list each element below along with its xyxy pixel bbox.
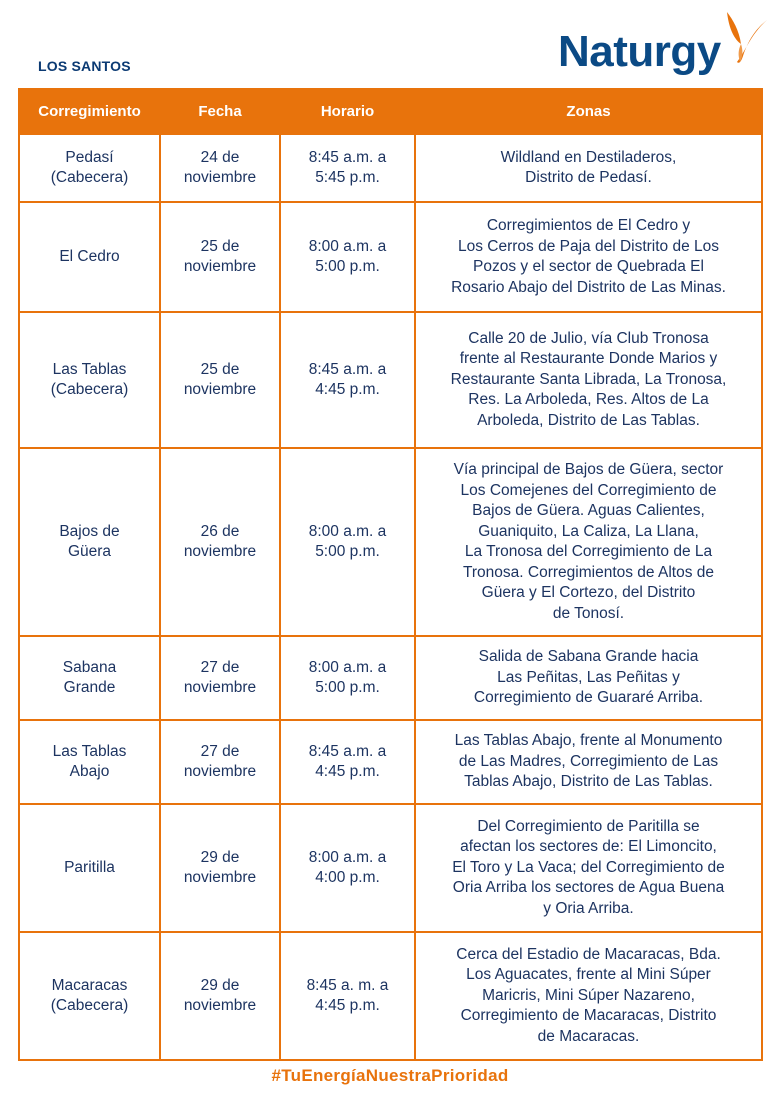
cell-horario-line: 5:00 p.m. — [315, 679, 380, 696]
cell-fecha-line: 24 de — [200, 148, 240, 166]
cell-zonas-line: Oria Arriba los sectores de Agua Buena — [452, 879, 725, 897]
cell-fecha-line: noviembre — [183, 997, 257, 1014]
cell-horario — [280, 202, 415, 312]
cell-zonas-line: Güera y El Cortezo, del Distrito — [481, 584, 696, 601]
cell-zonas-line: Salida de Sabana Grande hacia — [478, 648, 699, 666]
cell-fecha — [160, 202, 280, 312]
cell-zonas-line: Cerca del Estadio de Macaracas, Bda. — [456, 945, 721, 963]
cell-fecha-line: 27 de — [200, 658, 240, 676]
cell-horario-line: 8:00 a.m. a — [308, 848, 387, 866]
cell-fecha-line: 26 de — [200, 522, 240, 540]
cell-corregimiento-line: Paritilla — [64, 858, 115, 876]
column-header-corregimiento: Corregimiento — [19, 89, 160, 134]
cell-horario-line: 8:00 a.m. a — [308, 237, 387, 255]
cell-corregimiento-line: El Cedro — [59, 247, 120, 265]
cell-horario-line: 8:00 a.m. a — [308, 658, 387, 676]
cell-horario — [280, 312, 415, 448]
butterfly-icon — [723, 10, 769, 66]
cell-fecha — [160, 636, 280, 720]
cell-horario-line: 4:45 p.m. — [315, 997, 380, 1014]
table-row — [19, 202, 762, 312]
cell-corregimiento-line: Sabana — [62, 658, 117, 676]
cell-horario-line: 5:00 p.m. — [315, 543, 380, 560]
cell-corregimiento-line: Abajo — [69, 763, 110, 780]
cell-zonas-line: Corregimiento de Guararé Arriba. — [473, 689, 704, 707]
cell-corregimiento — [19, 134, 160, 202]
cell-corregimiento — [19, 720, 160, 804]
cell-horario — [280, 448, 415, 636]
cell-zonas-line: Pozos y el sector de Quebrada El — [473, 258, 704, 275]
cell-horario-line: 8:45 a. m. a — [306, 976, 389, 994]
cell-corregimiento — [19, 312, 160, 448]
cell-zonas-line: Wildland en Destiladeros, — [500, 148, 677, 166]
cell-corregimiento — [19, 202, 160, 312]
cell-horario — [280, 804, 415, 932]
cell-zonas — [415, 720, 762, 804]
cell-zonas-line: El Toro y La Vaca; del Corregimiento de — [452, 858, 725, 876]
cell-zonas-line: Arboleda, Distrito de Las Tablas. — [477, 411, 700, 429]
cell-fecha — [160, 134, 280, 202]
cell-zonas — [415, 312, 762, 448]
cell-zonas — [415, 932, 762, 1060]
table-row — [19, 448, 762, 636]
schedule-table — [18, 88, 763, 1061]
cell-horario-line: 5:00 p.m. — [315, 258, 380, 275]
cell-zonas-line: de Tonosí. — [552, 604, 625, 622]
cell-fecha-line: noviembre — [183, 679, 257, 696]
cell-zonas-line: Corregimientos de El Cedro y — [486, 217, 691, 234]
cell-horario-line: 8:45 a.m. a — [308, 148, 387, 166]
table-row — [19, 720, 762, 804]
cell-corregimiento-line: Macaracas — [51, 976, 128, 994]
cell-horario-line: 8:00 a.m. a — [308, 522, 387, 540]
table-header-row — [19, 89, 762, 134]
cell-corregimiento-line: (Cabecera) — [50, 997, 129, 1014]
cell-fecha-line: 25 de — [200, 237, 240, 255]
cell-zonas-line: Guaniquito, La Caliza, La Llana, — [478, 522, 699, 540]
cell-fecha-line: 27 de — [200, 742, 240, 760]
cell-fecha — [160, 312, 280, 448]
cell-horario-line: 8:45 a.m. a — [308, 742, 387, 760]
cell-zonas — [415, 636, 762, 720]
cell-zonas-line: afectan los sectores de: El Limoncito, — [460, 838, 717, 856]
cell-zonas-line: Corregimiento de Macaracas, Distrito — [460, 1007, 717, 1025]
cell-fecha — [160, 804, 280, 932]
cell-corregimiento — [19, 636, 160, 720]
column-header-horario: Horario — [280, 89, 415, 134]
footer-hashtag: #TuEnergíaNuestraPrioridad — [271, 1066, 509, 1085]
cell-fecha-line: noviembre — [183, 258, 257, 275]
table-row — [19, 312, 762, 448]
cell-horario — [280, 932, 415, 1060]
cell-horario-line: 4:45 p.m. — [315, 763, 380, 780]
cell-corregimiento-line: Güera — [67, 543, 112, 560]
cell-fecha — [160, 932, 280, 1060]
naturgy-logo — [558, 14, 769, 74]
cell-zonas-line: y Oria Arriba. — [543, 899, 634, 917]
cell-zonas-line: de Macaracas. — [537, 1027, 640, 1045]
cell-fecha-line: noviembre — [183, 869, 257, 886]
cell-corregimiento-line: Pedasí — [65, 148, 114, 166]
cell-corregimiento — [19, 448, 160, 636]
cell-horario — [280, 134, 415, 202]
cell-zonas-line: Los Cerros de Paja del Distrito de Los — [457, 237, 720, 255]
cell-zonas-line: Vía principal de Bajos de Güera, sector — [453, 461, 724, 478]
cell-horario — [280, 720, 415, 804]
logo-text: Naturgy — [558, 27, 721, 76]
cell-fecha — [160, 720, 280, 804]
table-row — [19, 804, 762, 932]
cell-corregimiento — [19, 804, 160, 932]
cell-zonas-line: Rosario Abajo del Distrito de Las Minas. — [451, 278, 726, 296]
cell-horario-line: 8:45 a.m. a — [308, 360, 387, 378]
region-title: LOS SANTOS — [38, 58, 131, 74]
cell-horario-line: 4:00 p.m. — [315, 869, 380, 886]
cell-fecha-line: 29 de — [200, 848, 240, 866]
cell-zonas-line: Tronosa. Corregimientos de Altos de — [463, 563, 714, 581]
cell-fecha-line: 29 de — [200, 976, 240, 994]
cell-zonas — [415, 202, 762, 312]
cell-fecha-line: noviembre — [183, 543, 257, 560]
cell-zonas-line: Restaurante Santa Librada, La Tronosa, — [450, 370, 727, 388]
cell-zonas — [415, 134, 762, 202]
cell-zonas-line: La Tronosa del Corregimiento de La — [464, 543, 713, 560]
cell-zonas-line: Tablas Abajo, Distrito de Las Tablas. — [464, 773, 713, 791]
cell-zonas-line: Calle 20 de Julio, vía Club Tronosa — [468, 329, 709, 347]
cell-zonas-line: Los Aguacates, frente al Mini Súper — [466, 966, 711, 984]
cell-zonas — [415, 448, 762, 636]
cell-zonas-line: Res. La Arboleda, Res. Altos de La — [468, 391, 709, 409]
cell-zonas-line: Las Peñitas, Las Peñitas y — [497, 668, 680, 686]
table-row — [19, 636, 762, 720]
cell-horario-line: 4:45 p.m. — [315, 381, 380, 398]
cell-fecha-line: noviembre — [183, 381, 257, 398]
cell-zonas-line: Los Comejenes del Corregimiento de — [460, 481, 717, 499]
cell-zonas-line: Del Corregimiento de Paritilla se — [477, 817, 700, 835]
table-row — [19, 134, 762, 202]
cell-zonas — [415, 804, 762, 932]
cell-fecha-line: 25 de — [200, 360, 240, 378]
cell-corregimiento-line: Grande — [63, 679, 116, 696]
cell-fecha-line: noviembre — [183, 169, 257, 186]
cell-corregimiento — [19, 932, 160, 1060]
cell-zonas-line: Las Tablas Abajo, frente al Monumento — [454, 732, 723, 750]
cell-horario-line: 5:45 p.m. — [315, 169, 380, 186]
cell-corregimiento-line: Bajos de — [59, 522, 120, 540]
column-header-fecha: Fecha — [160, 89, 280, 134]
cell-corregimiento-line: (Cabecera) — [50, 169, 129, 186]
cell-zonas-line: de Las Madres, Corregimiento de Las — [458, 752, 719, 770]
cell-zonas-line: frente al Restaurante Donde Marios y — [459, 350, 718, 368]
cell-fecha — [160, 448, 280, 636]
table-body — [19, 134, 762, 1060]
cell-corregimiento-line: Las Tablas — [52, 360, 127, 378]
cell-corregimiento-line: Las Tablas — [52, 742, 127, 760]
cell-zonas-line: Maricris, Mini Súper Nazareno, — [482, 986, 695, 1004]
cell-corregimiento-line: (Cabecera) — [50, 381, 129, 398]
table-row — [19, 932, 762, 1060]
cell-zonas-line: Bajos de Güera. Aguas Calientes, — [472, 502, 705, 519]
column-header-zonas: Zonas — [415, 89, 762, 134]
cell-fecha-line: noviembre — [183, 763, 257, 780]
cell-horario — [280, 636, 415, 720]
cell-zonas-line: Distrito de Pedasí. — [525, 169, 652, 186]
